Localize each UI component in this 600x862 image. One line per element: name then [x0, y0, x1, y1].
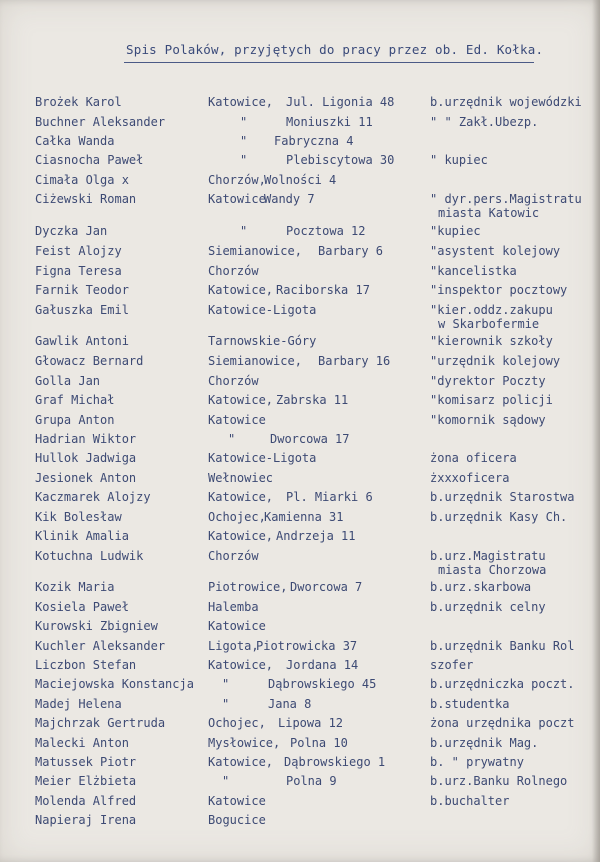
person-city: Katowice,: [208, 529, 274, 543]
person-city: Halemba: [208, 600, 259, 614]
person-name: Głowacz Bernard: [35, 354, 144, 368]
list-item: [0, 432, 600, 450]
person-name: Grupa Anton: [35, 413, 115, 427]
person-occupation-cont: w Skarbofermie: [438, 317, 540, 331]
person-name: Kozik Maria: [35, 580, 115, 594]
list-item: [0, 134, 600, 152]
person-name: Gawlik Antoni: [35, 334, 129, 348]
list-item: [0, 813, 600, 831]
person-address: Polna 9: [286, 774, 337, 788]
person-address: Wolności 4: [264, 173, 337, 187]
person-city: Chorzów,: [208, 173, 266, 187]
list-item: [0, 264, 600, 282]
person-name: Kuchler Aleksander: [35, 639, 166, 653]
person-city: ": [240, 134, 248, 148]
person-occupation: b.urzędnik wojewódzki: [430, 95, 582, 109]
person-name: Liczbon Stefan: [35, 658, 137, 672]
list-item: [0, 639, 600, 657]
person-name: Cimała Olga x: [35, 173, 129, 187]
person-occupation: "kupiec: [430, 224, 481, 238]
person-city: Tarnowskie-Góry: [208, 334, 317, 348]
list-item: [0, 471, 600, 489]
person-name: Golla Jan: [35, 374, 101, 388]
person-occupation: "komornik sądowy: [430, 413, 546, 427]
person-address: Jul. Ligonia 48: [286, 95, 395, 109]
person-occupation: "komisarz policji: [430, 393, 553, 407]
person-city: ": [228, 432, 236, 446]
person-address: Moniuszki 11: [286, 115, 373, 129]
person-name: Dyczka Jan: [35, 224, 108, 238]
list-item: [0, 490, 600, 508]
person-city: ": [240, 153, 248, 167]
person-name: Figna Teresa: [35, 264, 122, 278]
list-item: [0, 736, 600, 754]
list-item: [0, 755, 600, 773]
list-item: [0, 244, 600, 262]
person-occupation: żxxxoficera: [430, 471, 510, 485]
person-city: Katowice: [208, 794, 266, 808]
list-item: [0, 510, 600, 528]
person-city: Ochojec,: [208, 510, 266, 524]
list-item: [0, 716, 600, 734]
list-item: [0, 600, 600, 618]
list-item: [0, 774, 600, 792]
person-city: Katowice,: [208, 393, 274, 407]
person-address: Fabryczna 4: [274, 134, 354, 148]
list-item: [0, 619, 600, 637]
page-edge-shadow: [592, 0, 600, 862]
person-city: Katowice: [208, 413, 266, 427]
person-city: Katowice,: [208, 755, 274, 769]
person-occupation: b.urzędnik Starostwa: [430, 490, 575, 504]
person-address: Pocztowa 12: [286, 224, 366, 238]
list-item: [0, 794, 600, 812]
person-occupation: b.urz.Banku Rolnego: [430, 774, 568, 788]
person-city: Ochojec,: [208, 716, 266, 730]
person-city: Siemianowice,: [208, 244, 302, 258]
person-city: Katowice,: [208, 283, 274, 297]
person-occupation: b.buchalter: [430, 794, 510, 808]
person-city: Katowice,: [208, 490, 274, 504]
person-name: Hadrian Wiktor: [35, 432, 137, 446]
person-occupation: "kierownik szkoły: [430, 334, 553, 348]
list-item: [0, 529, 600, 547]
person-name: Malecki Anton: [35, 736, 129, 750]
person-city: Chorzów: [208, 374, 259, 388]
person-occupation-cont: miasta Katowic: [438, 206, 540, 220]
person-name: Molenda Alfred: [35, 794, 137, 808]
person-name: Całka Wanda: [35, 134, 115, 148]
list-item: [0, 393, 600, 411]
person-address: Dworcowa 7: [290, 580, 363, 594]
list-item: [0, 677, 600, 695]
person-address: Polna 10: [290, 736, 348, 750]
list-item: [0, 451, 600, 469]
person-address: Lipowa 12: [278, 716, 344, 730]
person-name: Farnik Teodor: [35, 283, 129, 297]
person-occupation: " dyr.pers.Magistratu: [430, 192, 582, 206]
person-name: Majchrzak Gertruda: [35, 716, 166, 730]
person-city: ": [240, 115, 248, 129]
person-name: Buchner Aleksander: [35, 115, 166, 129]
person-city: Katowice-Ligota: [208, 303, 317, 317]
person-occupation: żona urzędnika poczt: [430, 716, 575, 730]
person-city: Piotrowice,: [208, 580, 288, 594]
person-address: Barbary 6: [318, 244, 384, 258]
person-name: Kaczmarek Alojzy: [35, 490, 151, 504]
person-city: ": [240, 224, 248, 238]
person-address: Wandy 7: [264, 192, 315, 206]
person-name: Brożek Karol: [35, 95, 122, 109]
list-item: [0, 115, 600, 133]
person-city: Mysłowice,: [208, 736, 281, 750]
person-city: Bogucice: [208, 813, 266, 827]
person-occupation: " kupiec: [430, 153, 488, 167]
person-occupation: b.urz.Magistratu: [430, 549, 546, 563]
person-name: Ciasnocha Paweł: [35, 153, 144, 167]
person-city: ": [222, 677, 230, 691]
list-item: [0, 549, 600, 577]
person-city: Katowice-Ligota: [208, 451, 317, 465]
list-item: [0, 697, 600, 715]
person-name: Matussek Piotr: [35, 755, 137, 769]
list-item: [0, 374, 600, 392]
person-occupation: "dyrektor Poczty: [430, 374, 546, 388]
person-occupation: żona oficera: [430, 451, 517, 465]
person-city: Katowice: [208, 192, 266, 206]
person-occupation: b.urzędnik Mag.: [430, 736, 539, 750]
person-name: Klinik Amalia: [35, 529, 129, 543]
person-name: Kosiela Paweł: [35, 600, 129, 614]
person-address: Jana 8: [268, 697, 312, 711]
document-title: Spis Polaków, przyjętych do pracy przez ob. Ed. Kołka.: [126, 42, 544, 57]
list-item: [0, 580, 600, 598]
person-city: Katowice: [208, 619, 266, 633]
person-occupation: " " Zakł.Ubezp.: [430, 115, 539, 129]
person-address: Kamienna 31: [264, 510, 344, 524]
person-name: Meier Elżbieta: [35, 774, 137, 788]
person-city: ": [222, 774, 230, 788]
list-item: [0, 95, 600, 113]
person-city: Siemianowice,: [208, 354, 302, 368]
person-occupation: "kancelistka: [430, 264, 517, 278]
list-item: [0, 153, 600, 171]
person-name: Kotuchna Ludwik: [35, 549, 144, 563]
person-name: Feist Alojzy: [35, 244, 122, 258]
person-occupation: "urzędnik kolejowy: [430, 354, 561, 368]
person-occupation: b.urzędnik Banku Rol: [430, 639, 575, 653]
person-occupation: b.urzędniczka poczt.: [430, 677, 575, 691]
person-address: Pl. Miarki 6: [286, 490, 373, 504]
person-address: Jordana 14: [286, 658, 359, 672]
person-occupation: szofer: [430, 658, 474, 672]
person-occupation: b.urz.skarbowa: [430, 580, 532, 594]
person-address: Plebiscytowa 30: [286, 153, 395, 167]
person-name: Hullok Jadwiga: [35, 451, 137, 465]
list-item: [0, 224, 600, 242]
person-occupation: "asystent kolejowy: [430, 244, 561, 258]
person-occupation: b.urzędnik Kasy Ch.: [430, 510, 568, 524]
list-item: [0, 413, 600, 431]
person-name: Napieraj Irena: [35, 813, 137, 827]
list-item: [0, 658, 600, 676]
person-name: Ciżewski Roman: [35, 192, 137, 206]
list-item: [0, 283, 600, 301]
person-address: Barbary 16: [318, 354, 391, 368]
person-city: Katowice,: [208, 95, 274, 109]
person-city: Chorzów: [208, 549, 259, 563]
list-item: [0, 173, 600, 191]
person-address: Zabrska 11: [276, 393, 349, 407]
person-address: Dworcowa 17: [270, 432, 350, 446]
person-occupation: b.urzędnik celny: [430, 600, 546, 614]
person-city: Ligota,: [208, 639, 259, 653]
person-name: Jesionek Anton: [35, 471, 137, 485]
person-address: Dąbrowskiego 1: [284, 755, 386, 769]
person-name: Graf Michał: [35, 393, 115, 407]
person-name: Madej Helena: [35, 697, 122, 711]
person-occupation: b. " prywatny: [430, 755, 524, 769]
person-name: Kurowski Zbigniew: [35, 619, 158, 633]
person-city: Katowice,: [208, 658, 274, 672]
person-city: Chorzów: [208, 264, 259, 278]
list-item: [0, 334, 600, 352]
person-address: Dąbrowskiego 45: [268, 677, 377, 691]
person-occupation-cont: miasta Chorzowa: [438, 563, 547, 577]
person-address: Piotrowicka 37: [256, 639, 358, 653]
person-address: Andrzeja 11: [276, 529, 356, 543]
person-occupation: "kier.oddz.zakupu: [430, 303, 553, 317]
person-occupation: "inspektor pocztowy: [430, 283, 568, 297]
person-city: Wełnowiec: [208, 471, 274, 485]
person-name: Gałuszka Emil: [35, 303, 129, 317]
person-address: Raciborska 17: [276, 283, 370, 297]
person-name: Kik Bolesław: [35, 510, 122, 524]
person-city: ": [222, 697, 230, 711]
person-name: Maciejowska Konstancja: [35, 677, 194, 691]
list-item: [0, 354, 600, 372]
person-occupation: b.studentka: [430, 697, 510, 711]
list-item: [0, 303, 600, 331]
list-item: [0, 192, 600, 220]
